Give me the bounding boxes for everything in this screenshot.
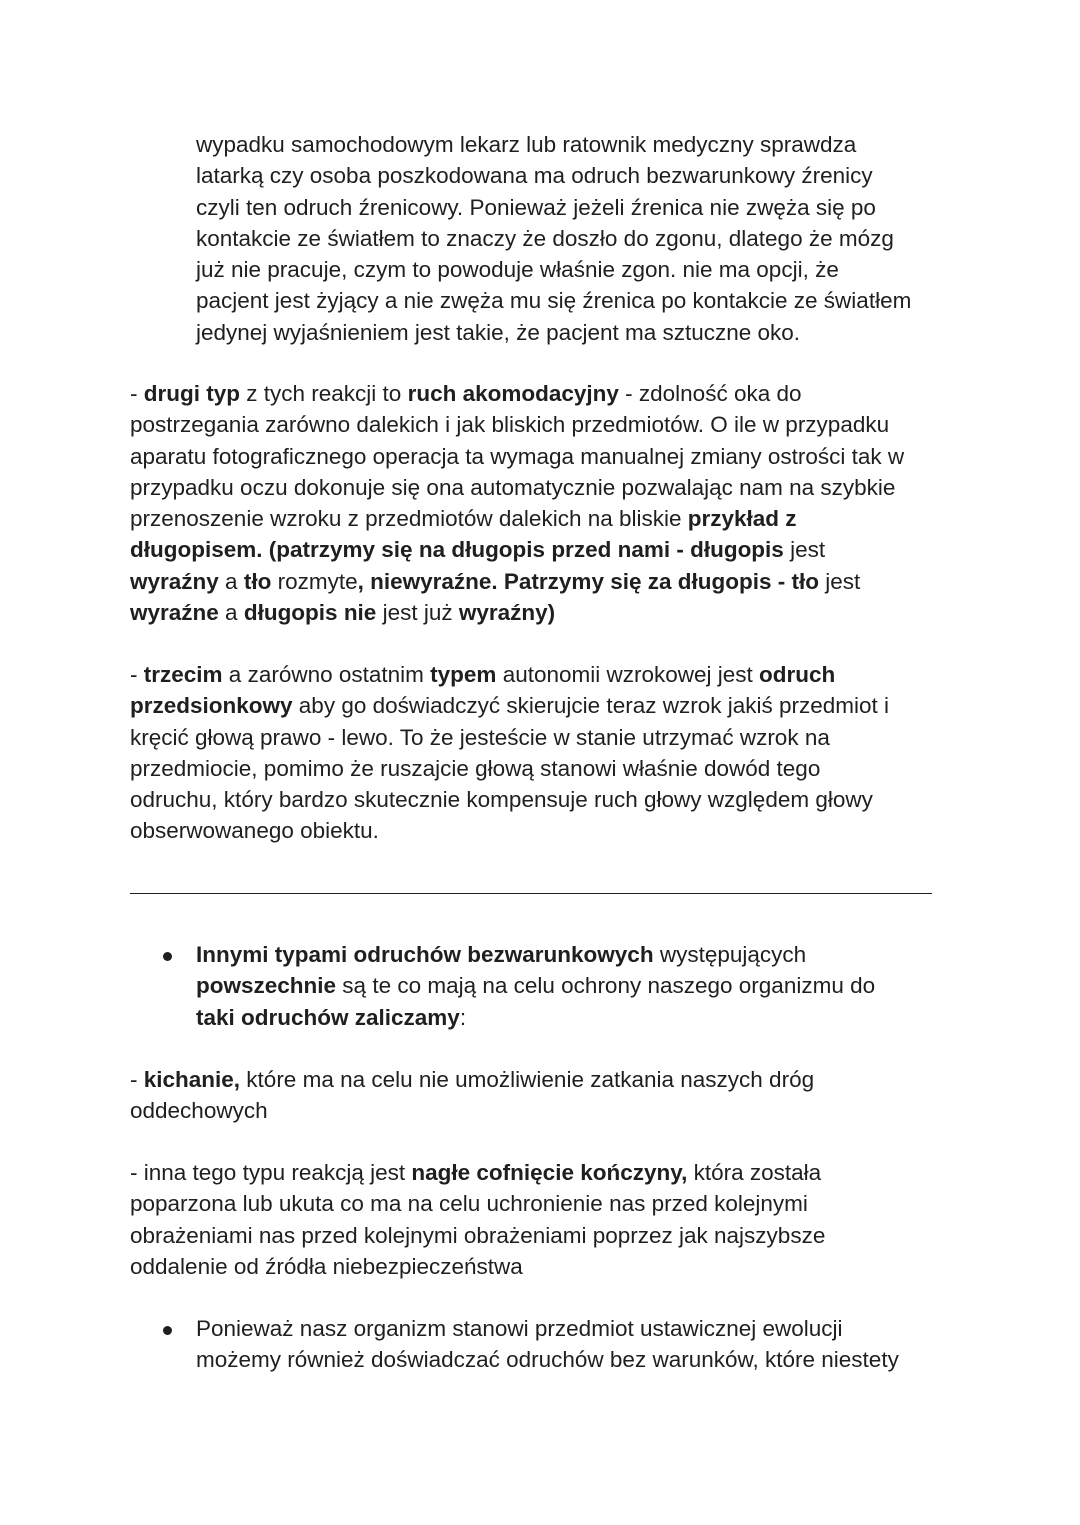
text-line: możemy również doświadczać odruchów bez warunków, które niestety bbox=[196, 1347, 899, 1373]
limb-withdrawal-paragraph bbox=[130, 1157, 825, 1282]
text-line: przypadku oczu dokonuje się ona automatycznie pozwalając nam na szybkie bbox=[130, 474, 896, 500]
bold-run: ruch akomodacyjny bbox=[407, 381, 619, 406]
text-run: które ma na celu nie umożliwienie zatkania naszych dróg bbox=[240, 1067, 815, 1092]
text-run: - bbox=[130, 662, 144, 687]
text-run: - bbox=[130, 381, 144, 406]
bullet-item-evolution bbox=[196, 1313, 899, 1376]
bold-run: trzecim bbox=[143, 662, 223, 687]
text-line bbox=[130, 503, 904, 534]
text-run: rozmyte bbox=[271, 568, 358, 594]
text-line: kontakcie ze światłem to znaczy że doszło do zgonu, dlatego że mózg bbox=[196, 225, 894, 251]
text-run: - inna tego typu reakcją jest bbox=[130, 1160, 412, 1185]
text-line bbox=[130, 1064, 814, 1095]
text-line bbox=[130, 534, 904, 565]
text-line: wypadku samochodowym lekarz lub ratownik medyczny sprawdza bbox=[196, 132, 857, 157]
text-line bbox=[130, 597, 904, 628]
text-run: autonomii wzrokowej jest bbox=[496, 662, 760, 687]
bold-run: Innymi typami odruchów bezwarunkowych bbox=[196, 942, 654, 967]
bold-run: kichanie, bbox=[143, 1067, 241, 1092]
bold-run: odruch bbox=[759, 662, 836, 687]
text-line: już nie pracuje, czym to powoduje właśnie zgon. nie ma opcji, że bbox=[196, 257, 839, 283]
text-run: : bbox=[459, 1004, 467, 1030]
text-line: odruchu, który bardzo skutecznie kompensuje ruch głowy względem głowy bbox=[130, 787, 873, 813]
text-line bbox=[130, 566, 904, 597]
bold-run: nagłe cofnięcie kończyny, bbox=[411, 1160, 688, 1185]
bold-run: długopisem. (patrzymy się na długopis przed nami - długopis bbox=[130, 537, 784, 563]
text-line: postrzegania zarówno dalekich i jak bliskich przedmiotów. O ile w przypadku bbox=[130, 412, 890, 438]
text-line: latarką czy osoba poszkodowana ma odruch bezwarunkowy źrenicy bbox=[196, 163, 873, 189]
bold-run: przykład z bbox=[687, 506, 797, 532]
text-line bbox=[196, 939, 875, 970]
bold-run: drugi typ bbox=[143, 381, 240, 406]
text-run: jest bbox=[818, 568, 861, 594]
bullet-icon bbox=[163, 952, 172, 961]
text-line: aparatu fotograficznego operacja ta wymaga manualnej zmiany ostrości tak w bbox=[130, 443, 905, 469]
text-run: z tych reakcji to bbox=[240, 381, 408, 406]
text-run: - zdolność oka do bbox=[618, 381, 802, 406]
text-line: Ponieważ nasz organizm stanowi przedmiot ustawicznej ewolucji bbox=[196, 1316, 843, 1341]
bold-run: długopis nie bbox=[243, 600, 377, 626]
bold-run: taki odruchów zaliczamy bbox=[196, 1004, 460, 1030]
bold-run: tło bbox=[243, 568, 272, 594]
text-run: występujących bbox=[653, 942, 807, 967]
bold-run: typem bbox=[430, 662, 497, 687]
text-line bbox=[196, 970, 875, 1001]
text-run: a zarówno ostatnim bbox=[222, 662, 431, 687]
text-line: oddalenie od źródła niebezpieczeństwa bbox=[130, 1253, 523, 1279]
text-line: czyli ten odruch źrenicowy. Ponieważ jeżeli źrenica nie zwęża się po bbox=[196, 194, 876, 220]
text-run: przenoszenie wzroku z przedmiotów dalekich na bliskie bbox=[130, 506, 688, 532]
sneezing-paragraph bbox=[130, 1064, 814, 1127]
text-run: a bbox=[218, 568, 244, 594]
text-line: obrażeniami nas przed kolejnymi obrażeniami poprzez jak najszybsze bbox=[130, 1222, 826, 1248]
bold-run: , niewyraźne. Patrzymy się za długopis - tło bbox=[357, 568, 819, 594]
text-line: poparzona lub ukuta co ma na celu uchronienie nas przed kolejnymi bbox=[130, 1191, 808, 1217]
text-run: - bbox=[130, 1067, 144, 1092]
text-line bbox=[130, 378, 904, 409]
text-line bbox=[196, 1002, 875, 1033]
text-line: obserwowanego obiektu. bbox=[130, 818, 379, 844]
accommodation-paragraph bbox=[130, 378, 904, 628]
text-line bbox=[130, 659, 889, 690]
text-line: oddechowych bbox=[130, 1098, 268, 1124]
vestibular-paragraph bbox=[130, 659, 889, 847]
text-run: a bbox=[218, 600, 244, 626]
text-line: jedynej wyjaśnieniem jest takie, że pacjent ma sztuczne oko. bbox=[196, 319, 801, 345]
horizontal-divider bbox=[130, 893, 932, 894]
text-run: jest już bbox=[376, 600, 459, 626]
text-line bbox=[130, 1157, 825, 1188]
text-run: która została bbox=[687, 1160, 822, 1185]
text-line: przedmiocie, pomimo że ruszajcie głową stanowi właśnie dowód tego bbox=[130, 755, 821, 781]
bold-run: przedsionkowy bbox=[130, 693, 293, 719]
bold-run: wyraźne bbox=[130, 600, 219, 626]
text-run: aby go doświadczyć skierujcie teraz wzrok jakiś przedmiot i bbox=[292, 693, 890, 719]
text-line: kręcić głową prawo - lewo. To że jesteście w stanie utrzymać wzrok na bbox=[130, 724, 830, 750]
bullet-item-protective-reflexes bbox=[196, 939, 875, 1033]
bullet-icon bbox=[163, 1326, 172, 1335]
text-run: są te co mają na celu ochrony naszego organizmu do bbox=[336, 973, 876, 999]
bold-run: powszechnie bbox=[196, 973, 337, 999]
bold-run: wyraźny) bbox=[458, 600, 556, 626]
text-run: jest bbox=[783, 537, 826, 563]
bold-run: wyraźny bbox=[130, 568, 219, 594]
intro-paragraph bbox=[196, 129, 911, 348]
text-line bbox=[130, 690, 889, 721]
text-line: pacjent jest żyjący a nie zwęża mu się źrenica po kontakcie ze światłem bbox=[196, 288, 912, 314]
